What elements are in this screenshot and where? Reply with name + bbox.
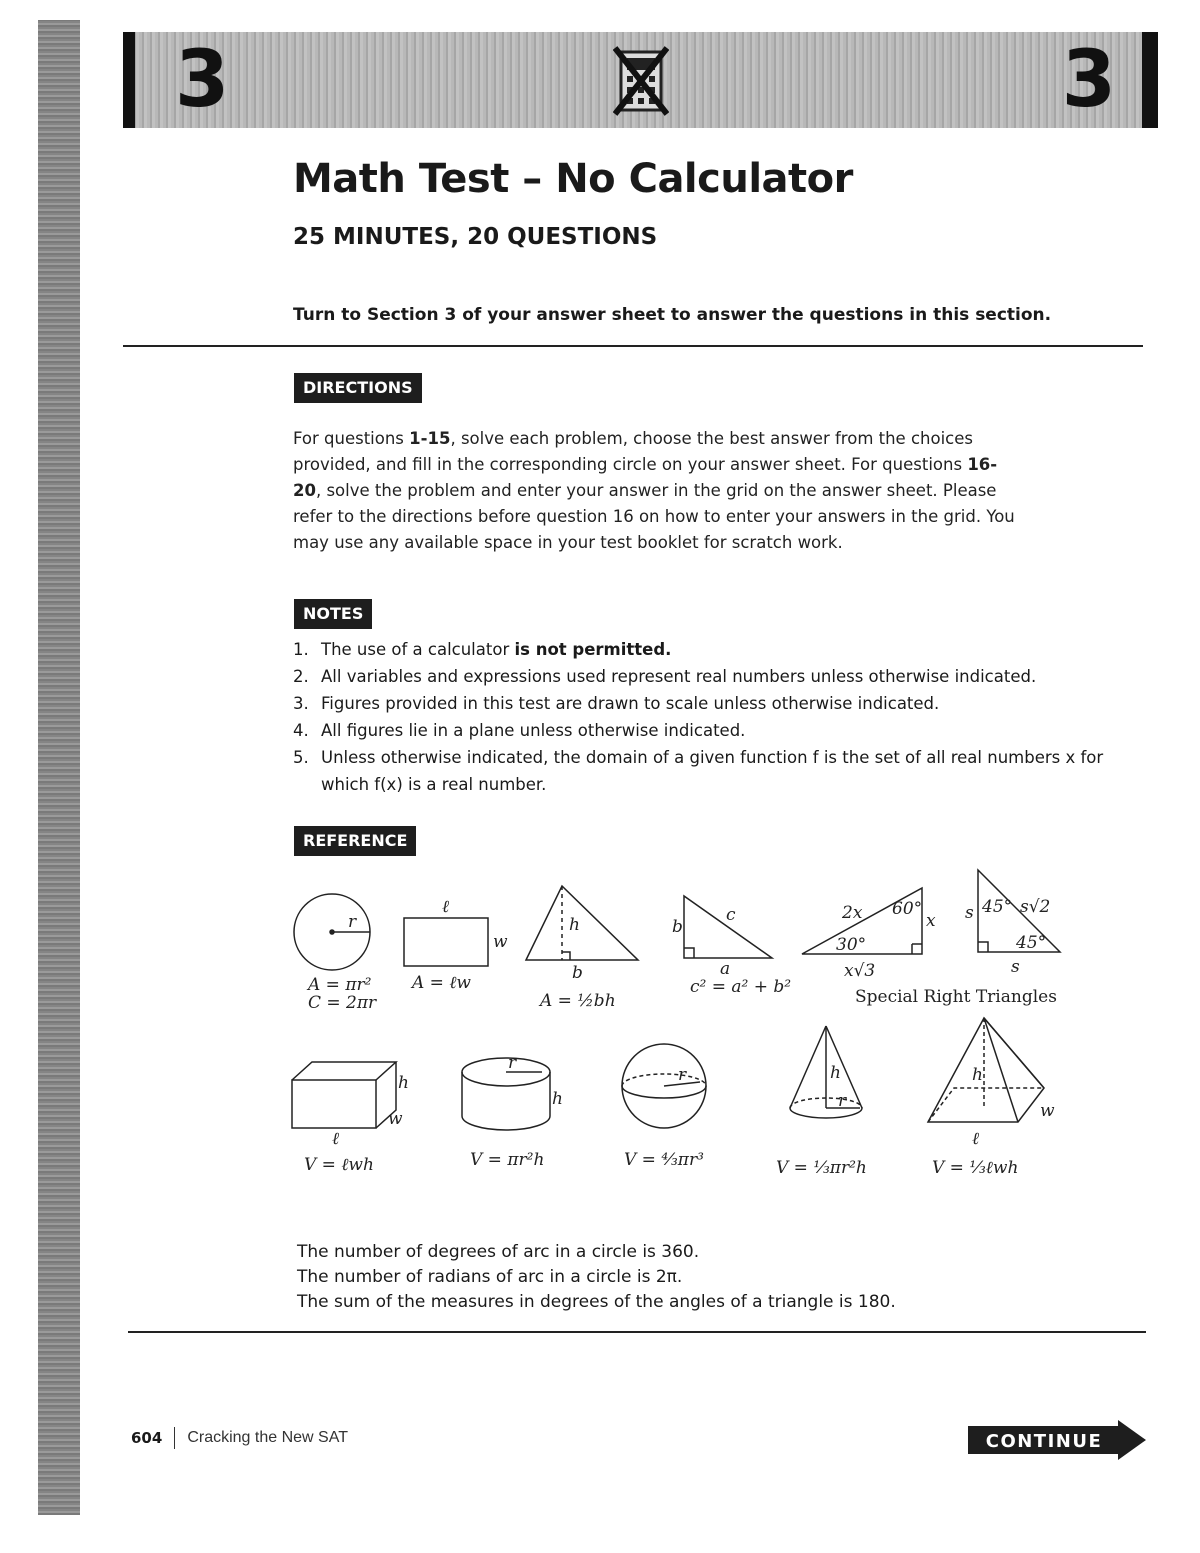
section-number-right: 3 [1062,32,1158,128]
binding-spine [38,20,80,1515]
divider-top [123,345,1143,347]
sphere-volume-formula: V = ⁴⁄₃πr³ [624,1150,704,1170]
rectangle-figure [404,897,508,993]
reference-facts [297,1240,896,1315]
svg-text:45°: 45° [1016,933,1047,953]
section-banner [123,32,1158,128]
divider-bottom [128,1331,1146,1333]
svg-text:30°: 30° [836,935,867,955]
note-item: 1. The use of a calculator is not permitted. [293,640,672,659]
pythagorean-formula: c² = a² + b² [690,977,792,997]
svg-text:ℓ: ℓ [972,1129,980,1149]
svg-text:2x: 2x [842,903,863,923]
svg-text:r: r [678,1065,687,1085]
circle-figure [294,894,377,1013]
svg-text:b: b [572,963,583,983]
page-footer [131,1427,348,1449]
no-calculator-icon [613,46,669,116]
cone-figure [776,1026,867,1178]
page-title: Math Test – No Calculator [293,156,853,202]
svg-text:w: w [388,1109,403,1129]
triangle-figure [526,886,638,1011]
pyramid-figure [928,1018,1055,1178]
svg-text:s√2: s√2 [1020,897,1051,917]
svg-text:h: h [830,1063,841,1083]
svg-text:h: h [569,915,580,935]
svg-text:b: b [672,917,683,937]
sphere-figure [622,1044,706,1170]
special-triangles-label: Special Right Triangles [855,987,1057,1007]
svg-text:h: h [552,1089,563,1109]
svg-text:45°: 45° [982,897,1013,917]
directions-label: DIRECTIONS [294,373,422,403]
svg-text:x√3: x√3 [844,961,876,981]
page-number: 604 [131,1429,163,1447]
right-triangle-figure [672,896,791,997]
box-volume-formula: V = ℓwh [304,1155,374,1175]
svg-text:h: h [972,1065,983,1085]
cylinder-figure [462,1053,563,1170]
fact-line: The number of degrees of arc in a circle is 360. [297,1242,700,1262]
section-number-left: 3 [123,32,229,128]
svg-text:h: h [398,1073,409,1093]
svg-text:r: r [838,1091,847,1111]
continue-arrow [968,1420,1146,1460]
fact-line: The sum of the measures in degrees of the angles of a triangle is 180. [297,1292,896,1312]
cylinder-volume-formula: V = πr²h [470,1150,545,1170]
section-instruction: Turn to Section 3 of your answer sheet to answer the questions in this section. [293,305,1052,325]
directions-text: For questions 1-15, solve each problem, choose the best answer from the choices provided, and fill in the corresponding circle on your answer sheet. For questions 16-20, solve the problem and enter your answer in the grid on the answer sheet. Please refer to the directions before question 16 on how to enter your answers in the grid. You may use any available space in your test booklet for scratch work. [293,429,1015,552]
triangle-area-formula: A = ½bh [540,991,616,1011]
svg-text:w: w [493,932,508,952]
svg-text:r: r [508,1053,517,1073]
box-figure [292,1062,409,1175]
notes-label: NOTES [294,599,372,629]
note-item: 3. Figures provided in this test are drawn to scale unless otherwise indicated. [293,694,940,713]
cone-volume-formula: V = ⅓πr²h [776,1158,867,1178]
special-triangle-45 [965,870,1060,977]
fact-line: The number of radians of arc in a circle is 2π. [297,1267,683,1287]
reference-label: REFERENCE [294,826,416,856]
svg-text:s: s [1011,957,1020,977]
circle-circumference-formula: C = 2πr [308,993,377,1013]
circle-area-formula: A = πr² [308,975,372,995]
footer-separator [174,1427,175,1449]
rectangle-area-formula: A = ℓw [412,973,471,993]
svg-text:60°: 60° [892,899,923,919]
note-item: 2. All variables and expressions used represent real numbers unless otherwise indicated. [293,667,1037,686]
page-subtitle: 25 MINUTES, 20 QUESTIONS [293,224,658,250]
svg-text:a: a [720,959,731,979]
note-item: 4. All figures lie in a plane unless otherwise indicated. [293,721,746,740]
circle-radius-label: r [348,912,357,932]
pyramid-volume-formula: V = ⅓ℓwh [932,1158,1019,1178]
note-item: 5. Unless otherwise indicated, the domain of a given function f is the set of all real numbers x for which f(x) is a real number. [293,748,1104,794]
svg-text:x: x [926,911,936,931]
svg-text:ℓ: ℓ [442,897,450,917]
svg-text:ℓ: ℓ [332,1129,340,1149]
svg-text:w: w [1040,1101,1055,1121]
reference-figures [280,860,1100,1200]
continue-label: CONTINUE [985,1431,1103,1452]
book-title: Cracking the New SAT [187,1429,348,1446]
svg-text:c: c [726,905,736,925]
notes-list [293,636,1123,798]
svg-text:s: s [965,903,974,923]
special-triangle-30-60 [802,888,936,981]
